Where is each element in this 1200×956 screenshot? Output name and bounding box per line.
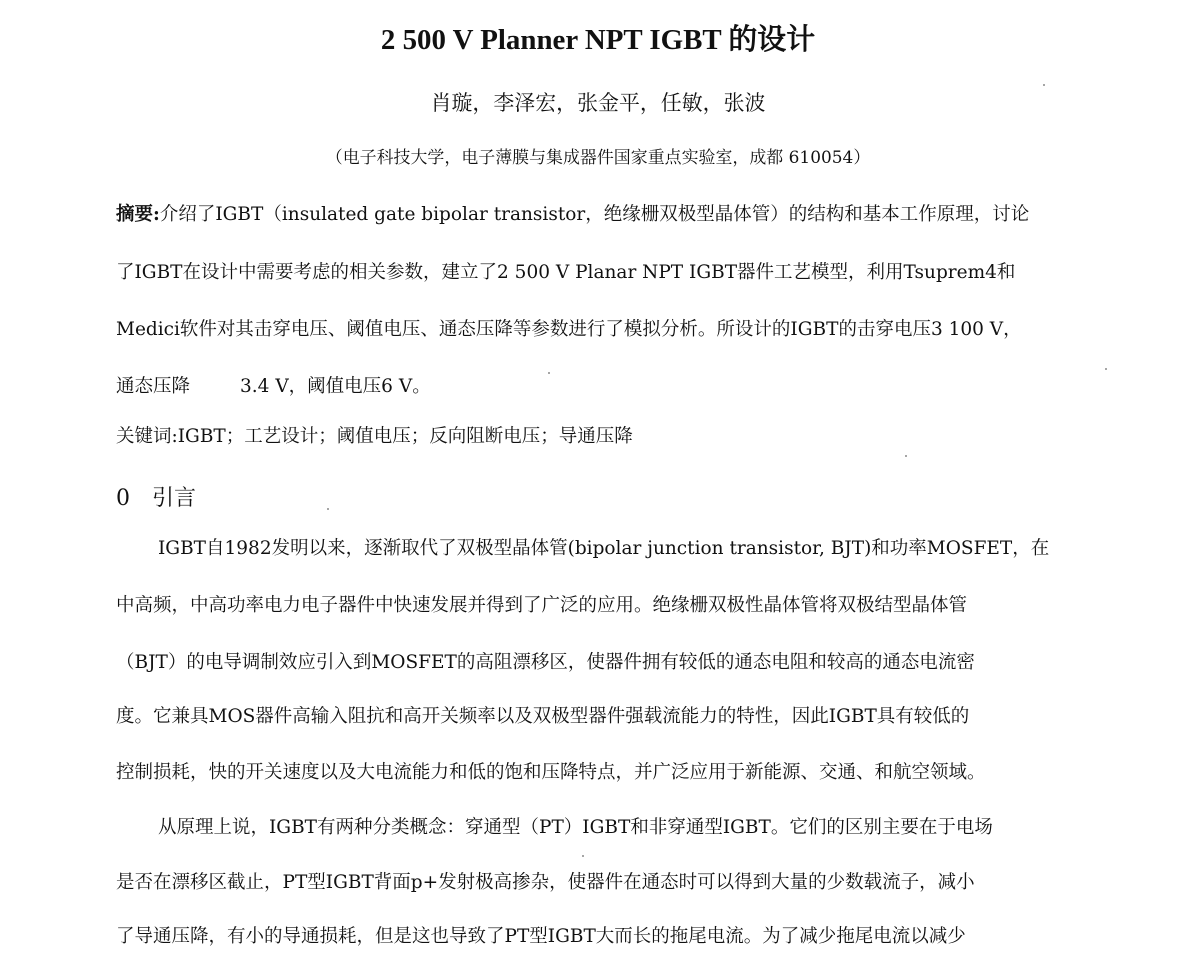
paper-title: 2 500 V Planner NPT IGBT 的设计: [380, 24, 816, 56]
abstract-line-3: Medici软件对其击穿电压、阈值电压、通态压降等参数进行了模拟分析。所设计的IGBT的击穿电压3 100 V，: [116, 319, 1022, 340]
scan-speck: [905, 455, 907, 457]
body-line-2: 中高频，中高功率电力电子器件中快速发展并得到了广泛的应用。绝缘栅双极性晶体管将双极结型晶体管: [116, 595, 968, 616]
abstract-line-1: [116, 202, 1029, 228]
section-number: 0: [116, 486, 130, 511]
author-list: 肖璇，李泽宏，张金平，任敏，张波: [430, 91, 766, 115]
body-line-4: 度。它兼具MOS器件高输入阻抗和高开关频率以及双极型器件强载流能力的特性，因此IGBT具有较低的: [116, 706, 970, 727]
scan-speck: [1043, 84, 1045, 86]
abstract-label: 摘要:: [116, 204, 160, 225]
scan-speck: [1105, 368, 1107, 370]
abstract-line-4-prefix: 通态压降: [116, 376, 191, 397]
body-line-6: 从原理上说，IGBT有两种分类概念：穿通型（PT）IGBT和非穿通型IGBT。它们的区别主要在于电场: [158, 817, 993, 838]
abstract-text-1: 介绍了IGBT（insulated gate bipolar transistor，绝缘栅双极型晶体管）的结构和基本工作原理，讨论: [159, 204, 1030, 225]
body-line-3: （BJT）的电导调制效应引入到MOSFET的高阻漂移区，使器件拥有较低的通态电阻和较高的通态电流密: [116, 652, 975, 673]
section-heading: [116, 484, 196, 514]
body-line-5: 控制损耗，快的开关速度以及大电流能力和低的饱和压降特点，并广泛应用于新能源、交通、和航空领域。: [116, 762, 986, 783]
affiliation: （电子科技大学，电子薄膜与集成器件国家重点实验室，成都 610054）: [325, 148, 871, 168]
abstract-line-4-values: 3.4 V，阈值电压6 V。: [240, 376, 431, 397]
body-line-7: 是否在漂移区截止，PT型IGBT背面p+发射极高掺杂，使器件在通态时可以得到大量的少数载流子，减小: [116, 872, 975, 893]
section-title: 引言: [152, 486, 197, 511]
body-line-1: IGBT自1982发明以来，逐渐取代了双极型晶体管(bipolar junction transistor, BJT)和功率MOSFET，在: [158, 538, 1050, 559]
scan-speck: [327, 508, 329, 510]
keywords-line: [116, 424, 633, 450]
keywords-label: 关键词:: [116, 426, 178, 447]
scan-speck: [582, 855, 584, 857]
keywords-text: IGBT；工艺设计；阈值电压；反向阻断电压；导通压降: [177, 426, 633, 447]
abstract-line-4: [116, 374, 431, 400]
body-line-8: 了导通压降，有小的导通损耗，但是这也导致了PT型IGBT大而长的拖尾电流。为了减少拖尾电流以减少: [116, 926, 966, 947]
scan-speck: [548, 372, 550, 374]
abstract-line-2: 了IGBT在设计中需要考虑的相关参数，建立了2 500 V Planar NPT IGBT器件工艺模型，利用Tsuprem4和: [116, 262, 1016, 283]
